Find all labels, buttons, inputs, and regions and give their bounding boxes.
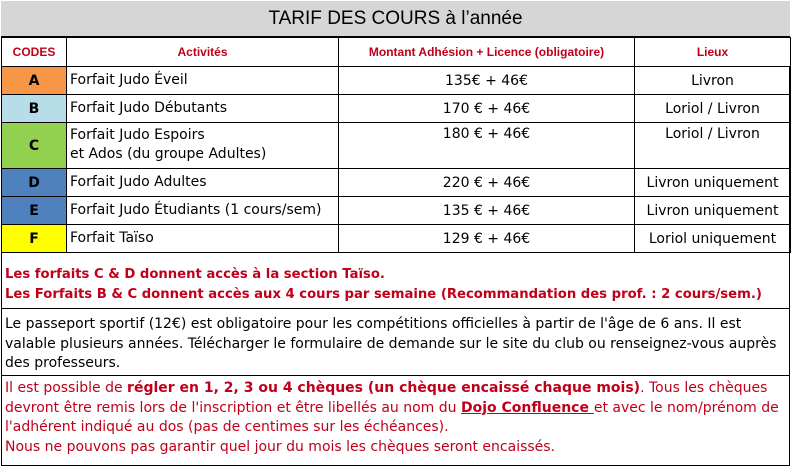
header-montant: Montant Adhésion + Licence (obligatoire): [339, 38, 635, 67]
place-cell: Livron uniquement: [635, 197, 791, 225]
activity-cell: Forfait Judo Éveil: [67, 67, 339, 95]
payment-installments: régler en 1, 2, 3 ou 4 chèques (un chèque encaissé chaque mois): [127, 380, 641, 396]
passport-age: 6: [660, 316, 670, 332]
activity-cell: [67, 123, 339, 169]
amount-cell: 170 € + 46€: [339, 95, 635, 123]
place-cell: Livron: [635, 67, 791, 95]
activity-line: Forfait Judo Espoirs: [70, 127, 205, 143]
amount-cell: 135 € + 46€: [339, 197, 635, 225]
amount-cell: 129 € + 46€: [339, 225, 635, 253]
table-row: [2, 225, 791, 253]
page-title: TARIF DES COURS à l’année: [1, 1, 790, 37]
code-cell: E: [2, 197, 67, 225]
table-row: [2, 197, 791, 225]
payment-text: . Tous les chèques devront être remis lors de l'inscription et être libellés au nom du: [5, 380, 768, 416]
passport-text: Le passeport sportif (12€) est obligatoire pour les compétitions officielles à partir de l'âge de: [5, 316, 661, 332]
table-row: [2, 95, 791, 123]
amount-cell: 220 € + 46€: [339, 169, 635, 197]
code-cell: C: [2, 123, 67, 169]
tarif-table: [1, 37, 791, 253]
place-cell: Loriol uniquement: [635, 225, 791, 253]
payment-info: [1, 377, 790, 465]
activity-line: et Ados (du groupe Adultes): [70, 146, 267, 162]
activity-cell: Forfait Judo Débutants: [67, 95, 339, 123]
place-cell: Loriol / Livron: [635, 95, 791, 123]
payment-text: et avec le nom/prénom de l'adhérent indiqué au dos (pas de centimes sur les échéances).: [5, 399, 779, 435]
payment-text: Nous ne pouvons pas garantir quel jour du mois les chèques seront encaissés.: [5, 438, 556, 455]
code-cell: D: [2, 169, 67, 197]
header-activites: Activités: [67, 38, 339, 67]
header-codes: CODES: [2, 38, 67, 67]
header-lieux: Lieux: [635, 38, 791, 67]
amount-cell: 180 € + 46€: [339, 123, 635, 169]
code-cell: B: [2, 95, 67, 123]
passport-info: [1, 310, 790, 376]
note-line: Les forfaits C & D donnent accès à la section Taïso.: [5, 267, 385, 282]
activity-cell: Forfait Judo Adultes: [67, 169, 339, 197]
code-cell: F: [2, 225, 67, 253]
amount-cell: 135€ + 46€: [339, 67, 635, 95]
note-line: Les Forfaits B & C donnent accès aux 4 cours par semaine (Recommandation des prof. : 2 cours/sem.): [5, 287, 762, 302]
table-row: [2, 67, 791, 95]
payment-text: Il est possible de: [5, 380, 128, 396]
activity-cell: Forfait Taïso: [67, 225, 339, 253]
place-cell: Loriol / Livron: [635, 123, 791, 169]
code-cell: A: [2, 67, 67, 95]
table-row: [2, 123, 791, 169]
activity-cell: Forfait Judo Étudiants (1 cours/sem): [67, 197, 339, 225]
table-header-row: [2, 38, 791, 67]
table-row: [2, 169, 791, 197]
forfait-notes: [1, 263, 790, 309]
club-name: Dojo Confluence: [460, 399, 594, 416]
place-cell: Livron uniquement: [635, 169, 791, 197]
passport-text: ans. Il est valable plusieurs années. Télécharger le formulaire de demande sur le site du club ou renseignez-vous auprès des professeurs.: [5, 316, 777, 371]
